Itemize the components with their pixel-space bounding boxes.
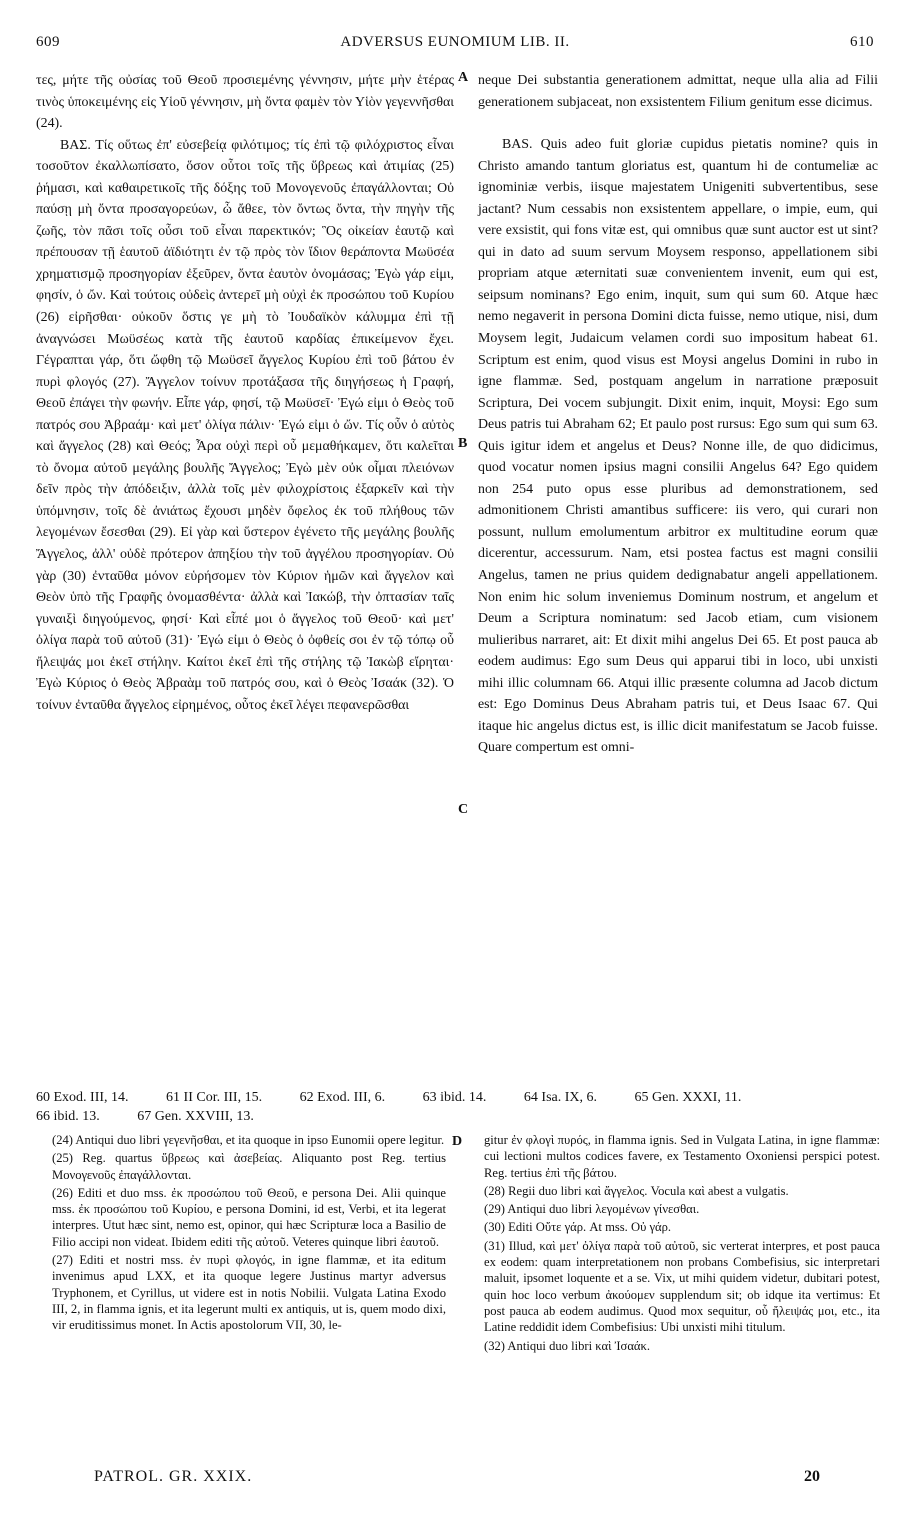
footnote: (26) Editi et duo mss. ἐκ προσώπου τοῦ Θεοῦ, e persona Dei. Alii quinque mss. ἐκ προσώπου τοῦ Κυρίου, e persona Domini, id est, Verbi, et ita legerat interpres. Utut hæc sint, nemo est, opinor, qui hæc Scripturæ loca a Basilio de Filio accipi non videat. Ibidem editi τῆς αὐτοῦ. Veteres quinque libri ἑαυτοῦ.	[52, 1185, 446, 1249]
latin-paragraph: BAS. Quis adeo fuit gloriæ cupidus pietatis nomine? quis in Christo amando tantum gloriatus est, quantum hi de contumeliæ ac ignominiæ verbis, iisque majestatem Unigeniti subvertentibus, sese jactant? Num cessabis non exsistentem appellare, o impie, eum, qui vere exsistit, qui fons vitæ est, qui omnibus quæ sunt auctor est ut sint? qui in dato ad suum servum Moysem responso, appellationem sibi propriam atque æternitati suæ convenientem invenit, eum qui est, seipsum nominans? Ego enim, inquit, sum qui sum 60. Atque hæc nemo negaverit in persona Domini dicta fuisse, nemo utique, nisi, dum Moysem legit, Judaicum velamen cordi suo impositum habeat 61. Scriptum est enim, quod visus est Moysi angelus Domini in rubo in igne flammæ. Sed, postquam angelum in narratione præposuit Scriptura, Dei vocem subjungit. Dixit enim, inquit, Moysi: Ego sum Deus patris tui Abraham 62; Et paulo post rursus: Ego sum qui sum 63. Quis igitur idem et angelus et Deus? Nonne ille, de quo didicimus, quod vocatur nomen ipsius magni consilii Angelus 64? Ego quidem non 254 puto opus esse pluribus ad demonstrationem, sed admonitionem Christi amantibus sufficere: iis vero, qui curari non possunt, nullum emolumentum arbitror ex multitudine eorum quæ dicerentur, accessurum. Nam, etsi postea factus est magni consilii Angelus, tamen ne prius quidem dedignabatur angeli appellationem. Non enim hic solum inveniemus Dominum nostrum, et angelum et Deum a Scriptura nominatum: sed Jacob etiam, cum visionem mulieribus narraret, ait: Et dixit mihi angelus Dei 65. Et post pauca ab eodem audimus: Ego sum Deus qui apparui tibi in loco, ubi unxisti mihi illic columnam 66. Atqui illic præsente columna ad Jacob dictum est: Ego Dominus Deus Abraham patris tui, et Deus Isaac 67. Qui itaque hic angelus dictus est, is illic dicit manifestatum se Jacob fuisse. Quare compertum est omni-	[478, 137, 878, 756]
page-footer	[94, 1468, 820, 1492]
scripture-references	[36, 1088, 882, 1126]
reference-row	[36, 1088, 882, 1107]
footnote: (24) Antiqui duo libri γεγενῆσθαι, et ita quoque in ipso Eunomii opere legitur.	[52, 1133, 445, 1147]
greek-column	[36, 70, 454, 716]
footnote: (28) Regii duo libri καὶ ἄγγελος. Vocula καὶ abest a vulgatis.	[484, 1183, 789, 1198]
greek-paragraph: ΒΑΣ. Τίς οὕτως ἐπ' εὐσεβείᾳ φιλότιμος; τίς ἐπὶ τῷ φιλόχριστος εἶναι τοσοῦτον ἐκαλλωπίσατο, ὅσον οὗτοι τοῖς τῆς ὕβρεως καὶ ἀτιμίας (25) ῥήμασι, καὶ καθαιρετικοῖς τῆς δόξης τοῦ Μονογενοῦς ἐπαγάλλονται; Οὐ παύσῃ μὴ ὄντα προσαγορεύων, ὦ ἄθεε, τὸν ὄντως ὄντα, τὴν πηγὴν τῆς ζωῆς, τὸν πᾶσι τοῖς οὖσι τοῦ εἶναι παρεκτικόν; Ὃς οἰκείαν ἑαυτῷ καὶ πρέπουσαν τῇ ἑαυτοῦ ἀϊδιότητι ἐν τῷ πρὸς τὸν ἴδιον θεράποντα Μωϋσέα χρηματισμῷ προσηγορίαν ἐξεῦρεν, ὄντα ἑαυτὸν ὀνομάσας; Ἐγὼ γάρ εἰμι, φησίν, ὁ ὤν. Καὶ τούτοις οὐδεὶς ἀντερεῖ μὴ οὐχὶ ἐκ προσώπου τοῦ Κυρίου (26) εἰρῆσθαι· οὐκοῦν ὅστις γε μὴ τὸ Ἰουδαϊκὸν κάλυμμα ἐπὶ τῇ ἀναγνώσει Μωϋσέως κατὰ τῆς ἑαυτοῦ καρδίας ἐπικείμενον ἔχει. Γέγραπται γάρ, ὅτι ὤφθη τῷ Μωϋσεῖ ἄγγελος Κυρίου ἐπὶ τοῦ βάτου ἐν πυρὶ φλογός (27). Ἄγγελον τοίνυν προτάξασα τῆς διηγήσεως ἡ Γραφή, Θεοῦ ἐπάγει τὴν φωνήν. Εἶπε γάρ, φησί, τῷ Μωϋσεῖ· Ἐγώ εἰμι ὁ Θεὸς τοῦ πατρός σου Ἀβραάμ· καὶ μετ' ὀλίγα πάλιν· Ἐγώ εἰμι ὁ ὤν. Τίς οὖν ὁ αὐτὸς καὶ ἄγγελος (28) καὶ Θεός; Ἆρα οὐχὶ περὶ οὗ μεμαθήκαμεν, ὅτι καλεῖται τὸ ὄνομα αὐτοῦ μεγάλης βουλῆς Ἄγγελος; Ἐγὼ μὲν οὐκ οἶμαι πλειόνων δεῖν πρὸς τὴν ἀπόδειξιν, ἀλλὰ τοῖς μὲν φιλοχρίστοις ἐξαρκεῖν καὶ τὴν ὑπόμνησιν, τοῖς δὲ ἀνιάτως ἔχουσι μηδὲν ὄφελος ἐκ τοῦ πλήθους τῶν λεγομένων ἔσεσθαι (29). Εἰ γὰρ καὶ ὕστερον ἐγένετο τῆς μεγάλης βουλῆς Ἄγγελος, ἀλλ' οὐδὲ πρότερον ἀπηξίου τὴν τοῦ ἀγγέλου προσηγορίαν. Οὐ γὰρ (30) ἐνταῦθα μόνον εὑρήσομεν τὸν Κύριον ἡμῶν καὶ ἄγγελον καὶ Θεὸν ὑπὸ τῆς Γραφῆς ὀνομασθέντα· ἀλλὰ καὶ Ἰακώβ, τὴν ὀπτασίαν ταῖς γυναιξὶ διηγούμενος, φησί· Καὶ εἶπέ μοι ὁ ἄγγελος τοῦ Θεοῦ· καὶ μετ' ὀλίγα παρὰ τοῦ αὐτοῦ (31)· Ἐγώ εἰμι ὁ Θεὸς ὁ ὀφθείς σοι ἐν τῷ τόπῳ οὗ ἤλειψάς μοι ἐκεῖ στήλην. Καίτοι ἐκεῖ ἐπὶ τῆς στήλης τῷ Ἰακὼβ εἴρηται· Ἐγὼ Κύριος ὁ Θεὸς Ἀβραὰμ τοῦ πατρός σου, καὶ ὁ Θεὸς Ἰσαάκ (32). Ὁ τοίνυν ἐνταῦθα ἄγγελος εἰρημένος, οὗτος ἐκεῖ λέγει πεφανερῶσθαι	[36, 137, 454, 713]
reference: 62 Exod. III, 6.	[299, 1090, 386, 1105]
left-page-number: 609	[36, 34, 60, 50]
right-page-number: 610	[850, 34, 874, 50]
signature-mark: PATROL. GR. XXIX.	[94, 1468, 253, 1485]
reference: 65 Gen. XXXI, 11.	[634, 1090, 742, 1105]
footnote: gitur ἐν φλογὶ πυρός, in flamma ignis. Sed in Vulgata Latina, in igne flammæ: cui lectioni multos codices favere, ex Testamento Oxoniensi perspici potest. Reg. tertius ἐπὶ τῆς βάτου.	[484, 1133, 880, 1180]
margin-letter-c: C	[458, 802, 469, 817]
gathering-number: 20	[804, 1468, 820, 1485]
greek-paragraph: τες, μήτε τῆς οὐσίας τοῦ Θεοῦ προσιεμένης γέννησιν, μήτε μὴν ἑτέρας τινὸς ὑποκειμένης εἰς Υἱοῦ γέννησιν, μὴ ὄντα φαμὲν τὸν Υἱὸν γεγεννῆσθαι (24).	[36, 73, 454, 132]
footnote: (29) Antiqui duo libri λεγομένων γίνεσθαι.	[484, 1202, 700, 1217]
running-title: ADVERSUS EUNOMIUM LIB. II.	[340, 34, 570, 50]
reference: 67 Gen. XXVIII, 13.	[137, 1109, 254, 1124]
margin-letter-b: B	[458, 436, 468, 451]
margin-letter-d: D	[452, 1134, 463, 1149]
reference: 64 Isa. IX, 6.	[523, 1090, 598, 1105]
reference-row	[36, 1107, 882, 1126]
reference: 61 II Cor. III, 15.	[166, 1090, 263, 1105]
footnote: (32) Antiqui duo libri καὶ Ἰσαάκ.	[484, 1338, 651, 1353]
latin-paragraph: neque Dei substantia generationem admittat, neque ulla alia ad Filii generationem subjaceat, non exsistentem Filium genitum esse dicimus.	[478, 73, 878, 110]
footnote: (27) Editi et nostri mss. ἐν πυρὶ φλογός, in igne flammæ, et ita editum invenimus apud LXX, et ita quoque legere Justinus martyr adversus Tryphonem, et Cyrillus, ut videre est in notis Nobilii. Vulgata Latina Exodo III, 2, in flamma ignis, et ita legerunt multi ex antiquis, ut is, quem modo dixi, vir eruditissimus monet. In Actis apostolorum VII, 30, le-	[52, 1253, 446, 1333]
margin-letter-a: A	[458, 70, 469, 85]
footnotes-left	[52, 1132, 446, 1336]
running-header	[36, 34, 874, 56]
latin-column	[478, 70, 878, 759]
footnote: (31) Illud, καὶ μετ' ὀλίγα παρὰ τοῦ αὐτοῦ, sic verterat interpres, et post pauca ex eodem: quam interpretationem non probans Combefisius, sic interpretari maluit, ipsomet loquente et a se. Vix, ut mihi quidem videtur, dubitari potest, quin hoc loco verbum ἀκούομεν supplendum sit; ob idque ita vertimus: Et post pauca ab eodem audimus. Quod mox sequitur, οὗ ἤλειψάς μοι, etc., ita Latine reddidit idem Combefisius: Ubi unxisti mihi titulum.	[484, 1238, 880, 1335]
footnote: (25) Reg. quartus ὕβρεως καὶ ἀσεβείας. Aliquanto post Reg. tertius Μονογενοῦς ἐπαγάλλονται.	[52, 1151, 446, 1182]
footnote: (30) Editi Οὔτε γάρ. At mss. Οὐ γάρ.	[484, 1220, 672, 1235]
reference: 66 ibid. 13.	[36, 1109, 100, 1124]
reference: 63 ibid. 14.	[422, 1090, 487, 1105]
footnotes-right	[484, 1132, 880, 1356]
reference: 60 Exod. III, 14.	[36, 1090, 129, 1105]
